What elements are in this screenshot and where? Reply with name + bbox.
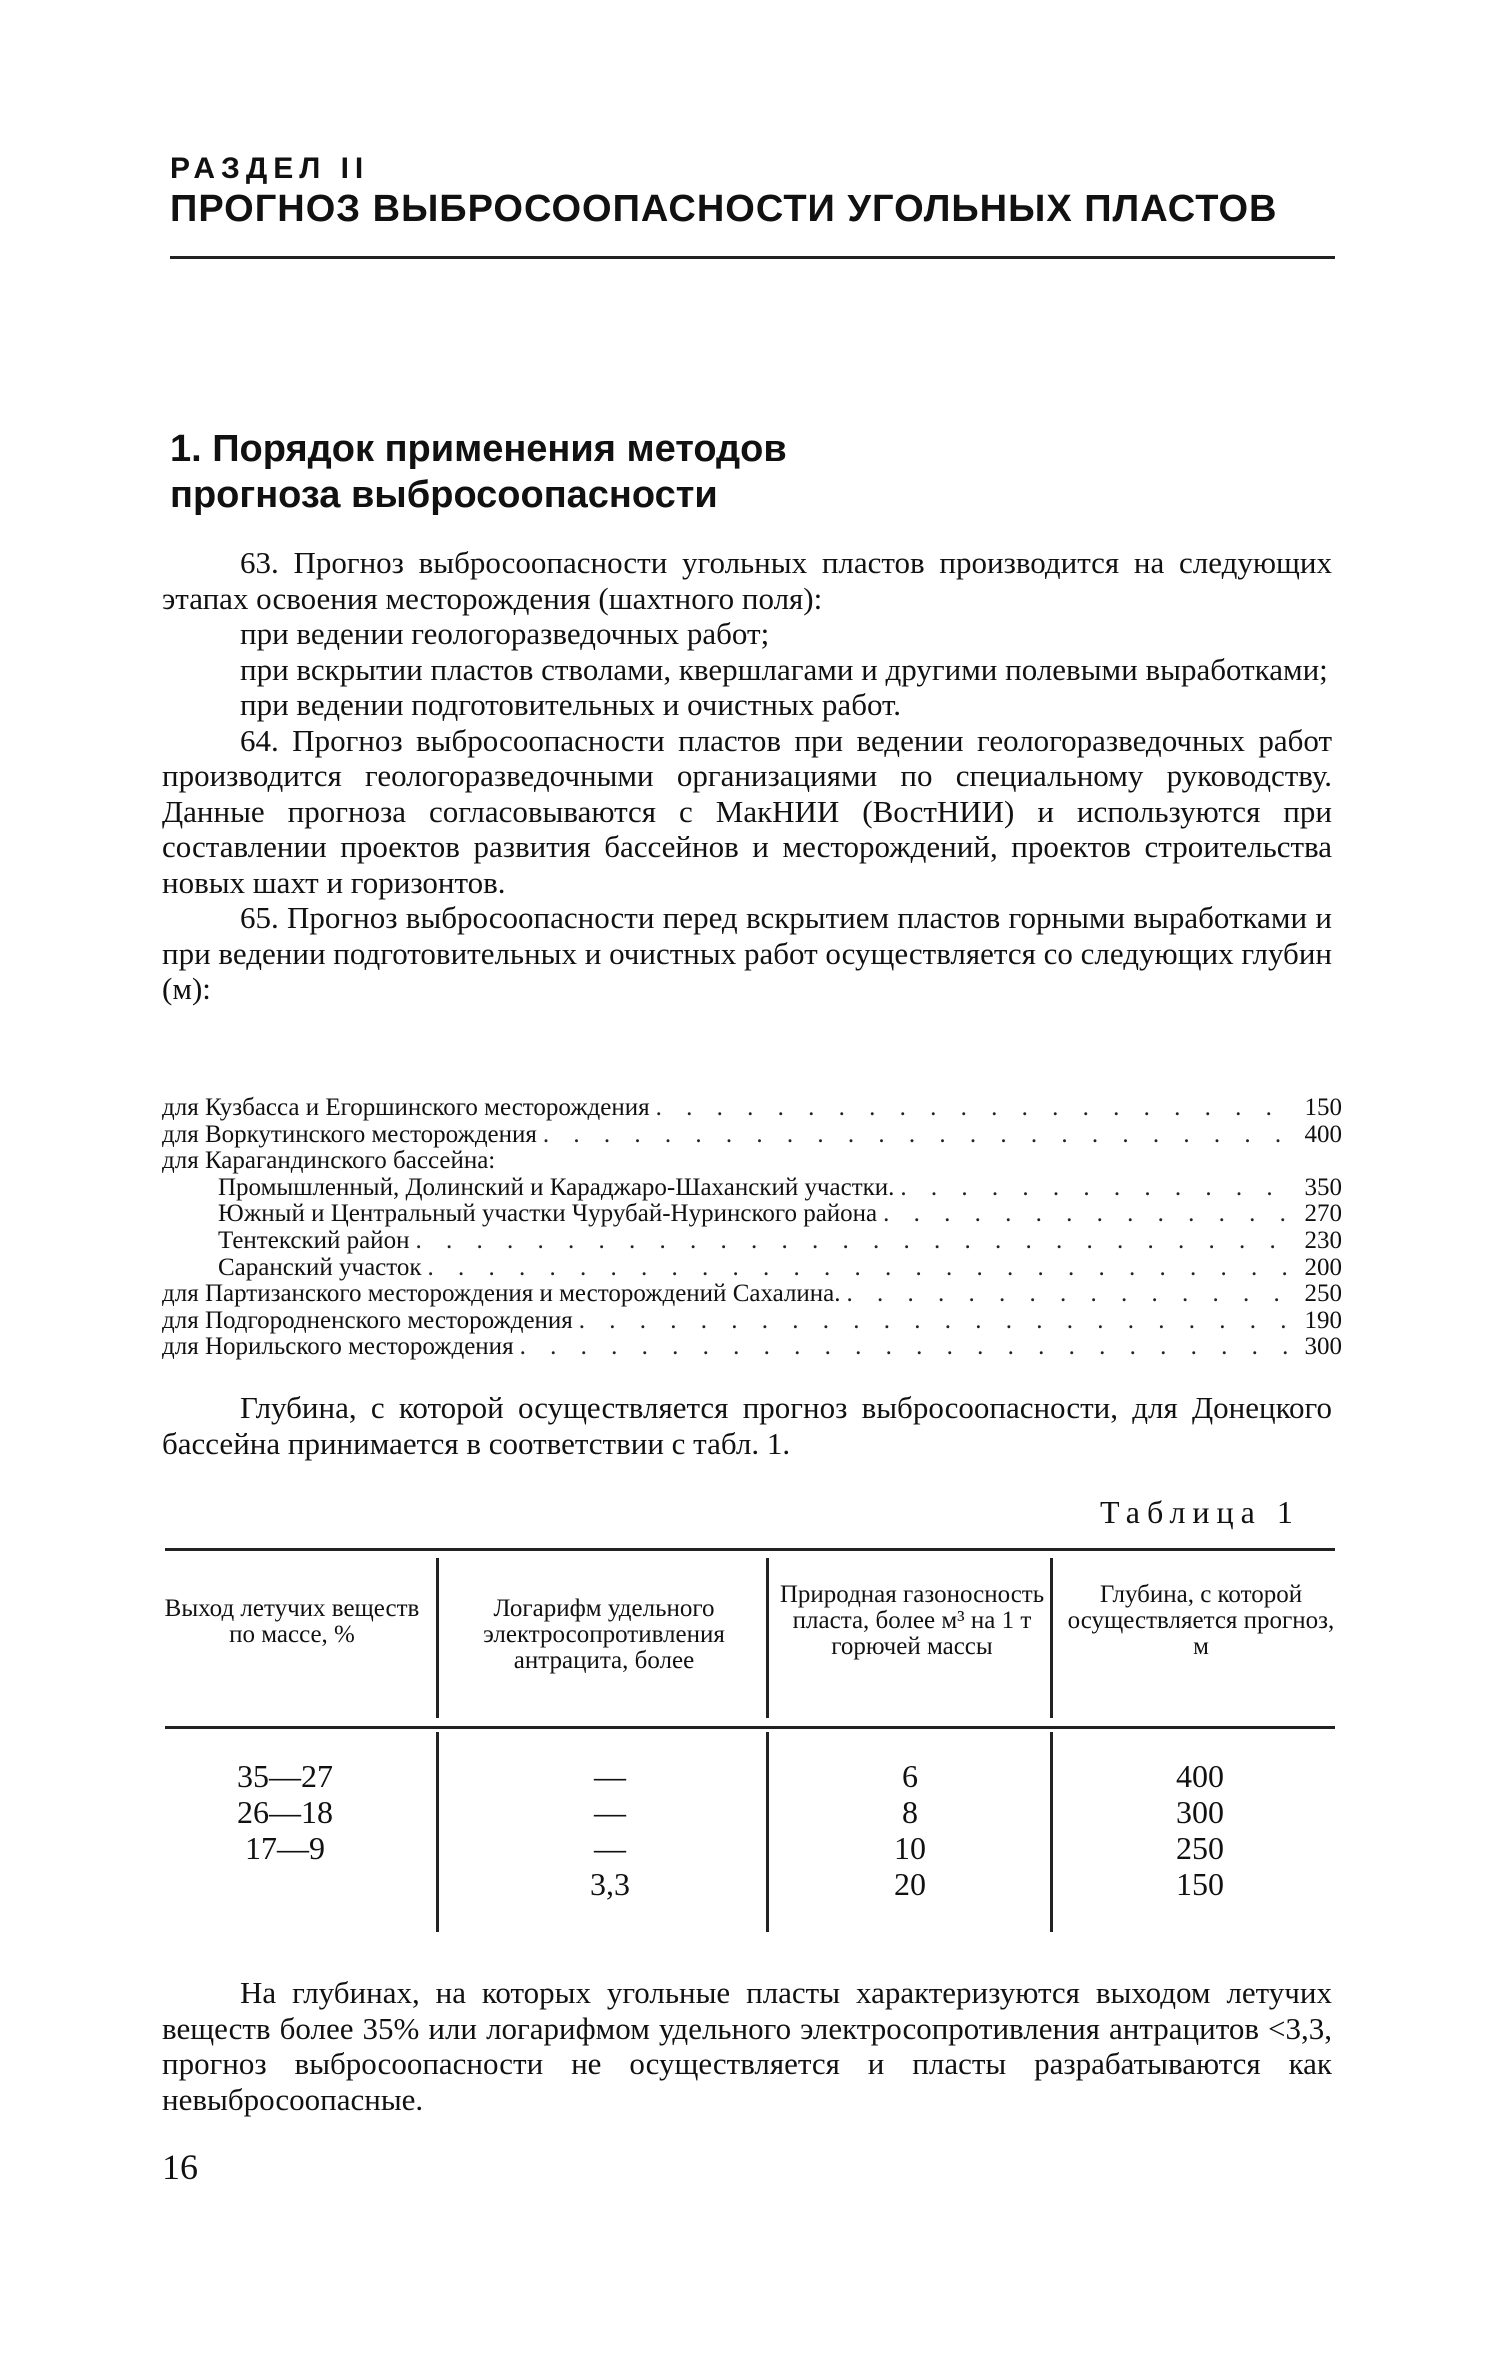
leader-dots (428, 1255, 1290, 1282)
list-item (162, 1148, 1342, 1175)
table-header-volatile: Выход летучих веществ по массе, % (164, 1595, 420, 1648)
body-text (162, 545, 1332, 1007)
table-cell: — (594, 1794, 626, 1830)
list-item-label: Южный и Центральный участки Чурубай-Нуринского района (218, 1200, 878, 1228)
paragraph-63-item-c: при ведении подготовительных и очистных работ. (240, 687, 902, 722)
table-cell: 20 (894, 1866, 926, 1902)
table-header-depth: Глубина, с которой осуществляется прогноз, м (1067, 1581, 1335, 1660)
table-divider (766, 1732, 769, 1932)
leader-dots (883, 1201, 1290, 1228)
list-item (162, 1334, 1342, 1361)
list-item (162, 1308, 1342, 1335)
table-cell: 35—27 (237, 1758, 333, 1794)
leader-dots (579, 1308, 1290, 1335)
table-column-volatile (190, 1758, 380, 1866)
table-cell: 250 (1176, 1830, 1224, 1866)
after-list-text (162, 1390, 1332, 1462)
table-cell: 17—9 (245, 1830, 325, 1866)
list-item-label: Промышленный, Долинский и Караджаро-Шаханский участки. (218, 1173, 895, 1201)
page-number: 16 (162, 2147, 198, 2187)
leader-dots (415, 1228, 1290, 1255)
list-item-label: для Норильского месторождения (162, 1333, 514, 1361)
section-title: ПРОГНОЗ ВЫБРОСООПАСНОСТИ УГОЛЬНЫХ ПЛАСТОВ (170, 188, 1278, 230)
paragraph-63-item-b: при вскрытии пластов стволами, квершлагами и другими полевыми выработками; (240, 651, 1328, 687)
table-cell: 150 (1176, 1866, 1224, 1902)
leader-dots (520, 1334, 1290, 1361)
paragraph-63-item-a: при ведении геологоразведочных работ; (240, 616, 770, 651)
table-cell: — (594, 1830, 626, 1866)
final-text (162, 1975, 1332, 2117)
paragraph-64: 64. Прогноз выбросоопасности пластов при ведении геологоразведочных работ производится геологоразведочными организациями по специальному руководству. Данные прогноза согласовываются с МакНИИ (ВостНИИ) и используются при составлении проектов развития бассейнов и месторождений, проектов строительства новых шахт и горизонтов. (162, 722, 1332, 900)
table-header-rule (165, 1726, 1335, 1729)
list-item-value: 300 (1304, 1333, 1342, 1361)
list-item-value: 200 (1304, 1253, 1342, 1281)
chapter-heading (170, 426, 1270, 518)
list-item (162, 1228, 1342, 1255)
table-cell: — (594, 1758, 626, 1794)
table-column-resistivity (510, 1758, 710, 1902)
table-divider (1050, 1558, 1053, 1718)
list-item-value: 400 (1304, 1120, 1342, 1148)
final-paragraph: На глубинах, на которых угольные пласты характеризуются выходом летучих веществ более 35% или логарифмом удельного электросопротивления антрацитов <3,3, прогноз выбросоопасности не осуществляется и пласты разрабатываются как невыбросоопасные. (162, 1975, 1332, 2117)
paragraph-65: 65. Прогноз выбросоопасности перед вскрытием пластов горными выработками и при ведении подготовительных и очистных работ осуществляется со следующих глубин (м): (162, 900, 1332, 1006)
table-divider (436, 1732, 439, 1932)
list-item-value: 150 (1304, 1094, 1342, 1121)
list-item (162, 1175, 1342, 1202)
chapter-heading-line-1: 1. Порядок применения методов (170, 428, 787, 470)
list-item (162, 1095, 1342, 1122)
list-item (162, 1201, 1342, 1228)
table-cell: 26—18 (237, 1794, 333, 1830)
list-item (162, 1281, 1342, 1308)
list-item-value: 190 (1304, 1306, 1342, 1334)
depth-list (162, 1095, 1342, 1361)
list-item-value: 230 (1304, 1226, 1342, 1254)
table-label: Таблица 1 (1100, 1494, 1300, 1530)
leader-dots (847, 1281, 1290, 1308)
table-top-rule (165, 1548, 1335, 1551)
table-cell: 6 (902, 1758, 918, 1794)
list-item-label: для Партизанского месторождения и месторождений Сахалина. (162, 1280, 841, 1308)
table-divider (1050, 1732, 1053, 1932)
list-item-label: для Кузбасса и Егоршинского месторождения (162, 1094, 650, 1121)
list-item (162, 1255, 1342, 1282)
table-header-gas: Природная газоносность пласта, более м³ на 1 т горючей массы (779, 1581, 1045, 1660)
list-item-label: для Воркутинского месторождения (162, 1120, 537, 1148)
paragraph-63: 63. Прогноз выбросоопасности угольных пластов производится на следующих этапах освоения месторождения (шахтного поля): (162, 545, 1332, 616)
list-item-label: Саранский участок (218, 1253, 422, 1281)
list-item-label: для Подгородненского месторождения (162, 1306, 573, 1334)
leader-dots (656, 1095, 1290, 1122)
list-item-label: для Карагандинского бассейна: (162, 1147, 496, 1175)
table-divider (766, 1558, 769, 1718)
list-item (162, 1122, 1342, 1149)
table-cell: 400 (1176, 1758, 1224, 1794)
section-label: РАЗДЕЛ II (170, 152, 370, 185)
table-cell: 10 (894, 1830, 926, 1866)
list-item-value: 250 (1304, 1280, 1342, 1308)
leader-dots (543, 1122, 1290, 1149)
leader-dots (900, 1175, 1290, 1202)
list-item-value: 350 (1304, 1173, 1342, 1201)
table-cell: 300 (1176, 1794, 1224, 1830)
list-item-value: 270 (1304, 1200, 1342, 1228)
list-item-label: Тентекский район (218, 1226, 410, 1254)
table-header-resistivity: Логарифм удельного электросопротивления антрацита, более (483, 1595, 725, 1674)
table-cell: 8 (902, 1794, 918, 1830)
header-rule (170, 256, 1335, 259)
table-column-depth (1100, 1758, 1300, 1902)
table-cell: 3,3 (590, 1866, 630, 1902)
table-divider (436, 1558, 439, 1718)
table-column-gas (810, 1758, 1010, 1902)
chapter-heading-line-2: прогноза выбросоопасности (170, 474, 718, 516)
donetsk-paragraph: Глубина, с которой осуществляется прогноз выбросоопасности, для Донецкого бассейна принимается в соответствии с табл. 1. (162, 1390, 1332, 1461)
